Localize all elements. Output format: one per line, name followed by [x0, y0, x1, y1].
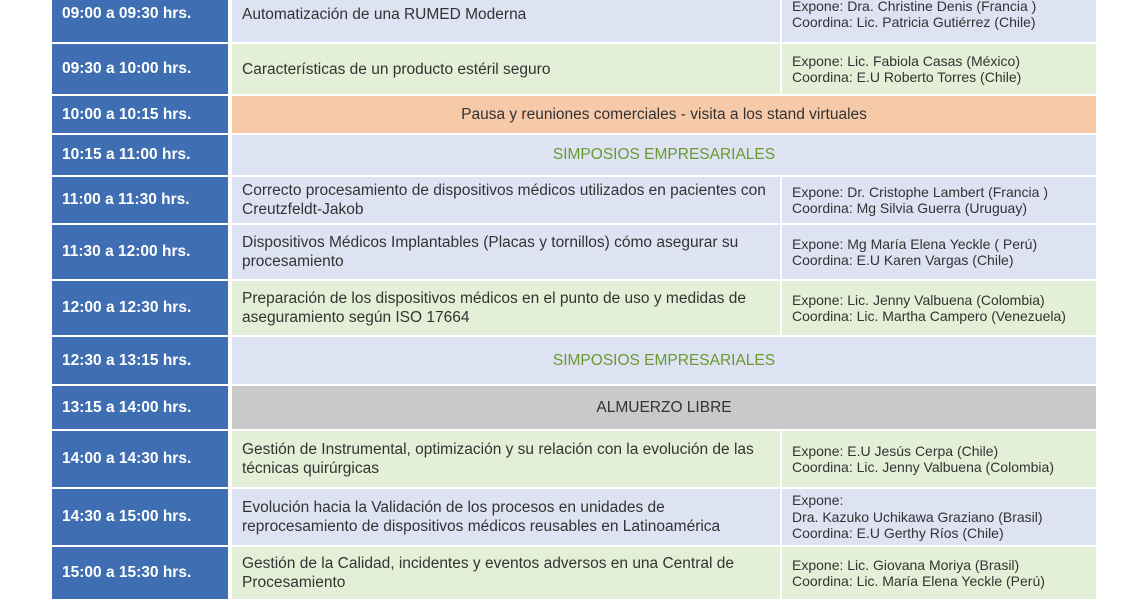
time-slot: 11:00 a 11:30 hrs.: [52, 177, 228, 223]
banner-text: Pausa y reuniones comerciales - visita a los stand virtuales: [232, 96, 1096, 133]
banner-text: SIMPOSIOS EMPRESARIALES: [232, 337, 1096, 384]
speaker-line: Coordina: E.U Roberto Torres (Chile): [792, 69, 1022, 85]
speaker-line: Coordina: Lic. María Elena Yeckle (Perú): [792, 573, 1045, 589]
schedule-session-row: [52, 547, 1096, 599]
session-topic: Gestión de Instrumental, optimización y su relación con la evolución de las técnicas quirúrgicas: [232, 431, 780, 487]
session-topic: Gestión de la Calidad, incidentes y eventos adversos en una Central de Procesamiento: [232, 547, 780, 599]
speaker-line: Expone: Mg María Elena Yeckle ( Perú): [792, 235, 1038, 252]
session-speakers: [780, 281, 1096, 335]
speaker-line: Dra. Kazuko Uchikawa Graziano (Brasil): [792, 508, 1043, 525]
time-slot: 11:30 a 12:00 hrs.: [52, 225, 228, 279]
schedule-table: [52, 0, 1096, 601]
time-slot: 13:15 a 14:00 hrs.: [52, 386, 228, 429]
banner-text: SIMPOSIOS EMPRESARIALES: [232, 135, 1096, 175]
session-topic: Dispositivos Médicos Implantables (Placas y tornillos) cómo asegurar su procesamiento: [232, 225, 780, 279]
schedule-body: [52, 0, 1096, 599]
schedule-session-row: [52, 431, 1096, 487]
session-topic: Automatización de una RUMED Moderna: [232, 0, 780, 42]
schedule-banner-row: [52, 96, 1096, 133]
speaker-line: Expone: Lic. Fabiola Casas (México): [792, 52, 1020, 69]
session-speakers: [780, 431, 1096, 487]
time-slot: 12:30 a 13:15 hrs.: [52, 337, 228, 384]
banner-text: ALMUERZO LIBRE: [232, 386, 1096, 429]
time-slot: 14:30 a 15:00 hrs.: [52, 489, 228, 545]
session-topic: Características de un producto estéril seguro: [232, 44, 780, 94]
speaker-line: Expone: E.U Jesús Cerpa (Chile): [792, 442, 999, 459]
schedule-session-row: [52, 489, 1096, 545]
schedule-session-row: [52, 0, 1096, 42]
schedule-banner-row: [52, 337, 1096, 384]
speaker-line: Coordina: E.U Gerthy Ríos (Chile): [792, 525, 1004, 542]
session-speakers: [780, 225, 1096, 279]
session-speakers: [780, 489, 1096, 545]
schedule-session-row: [52, 281, 1096, 335]
time-slot: 09:00 a 09:30 hrs.: [52, 0, 228, 42]
speaker-line: Expone: Lic. Giovana Moriya (Brasil): [792, 556, 1020, 573]
session-topic: Correcto procesamiento de dispositivos médicos utilizados en pacientes con Creutzfeldt-Jakob: [232, 177, 780, 223]
schedule-session-row: [52, 177, 1096, 223]
speaker-line: Expone:: [792, 492, 844, 509]
speaker-line: Expone: Lic. Jenny Valbuena (Colombia): [792, 291, 1045, 308]
speaker-line: Coordina: E.U Karen Vargas (Chile): [792, 252, 1014, 268]
speaker-line: Coordina: Lic. Martha Campero (Venezuela): [792, 308, 1066, 324]
speaker-line: Expone: Dra. Christine Denis (Francia ): [792, 0, 1037, 14]
speaker-line: Coordina: Mg Silvia Guerra (Uruguay): [792, 200, 1027, 216]
time-slot: 15:00 a 15:30 hrs.: [52, 547, 228, 599]
session-speakers: [780, 0, 1096, 42]
speaker-line: Coordina: Lic. Patricia Gutiérrez (Chile): [792, 14, 1036, 30]
time-slot: 10:15 a 11:00 hrs.: [52, 135, 228, 175]
schedule-banner-row: [52, 135, 1096, 175]
time-slot: 12:00 a 12:30 hrs.: [52, 281, 228, 335]
session-speakers: [780, 44, 1096, 94]
speaker-line: Coordina: Lic. Jenny Valbuena (Colombia): [792, 459, 1054, 475]
time-slot: 09:30 a 10:00 hrs.: [52, 44, 228, 94]
time-slot: 14:00 a 14:30 hrs.: [52, 431, 228, 487]
session-speakers: [780, 177, 1096, 223]
schedule-session-row: [52, 225, 1096, 279]
schedule-banner-row: [52, 386, 1096, 429]
time-slot: 10:00 a 10:15 hrs.: [52, 96, 228, 133]
schedule-session-row: [52, 44, 1096, 94]
session-speakers: [780, 547, 1096, 599]
session-topic: Evolución hacia la Validación de los procesos en unidades de reprocesamiento de dispositivos médicos reusables en Latinoamérica: [232, 489, 780, 545]
session-topic: Preparación de los dispositivos médicos en el punto de uso y medidas de aseguramiento según ISO 17664: [232, 281, 780, 335]
speaker-line: Expone: Dr. Cristophe Lambert (Francia ): [792, 183, 1048, 200]
